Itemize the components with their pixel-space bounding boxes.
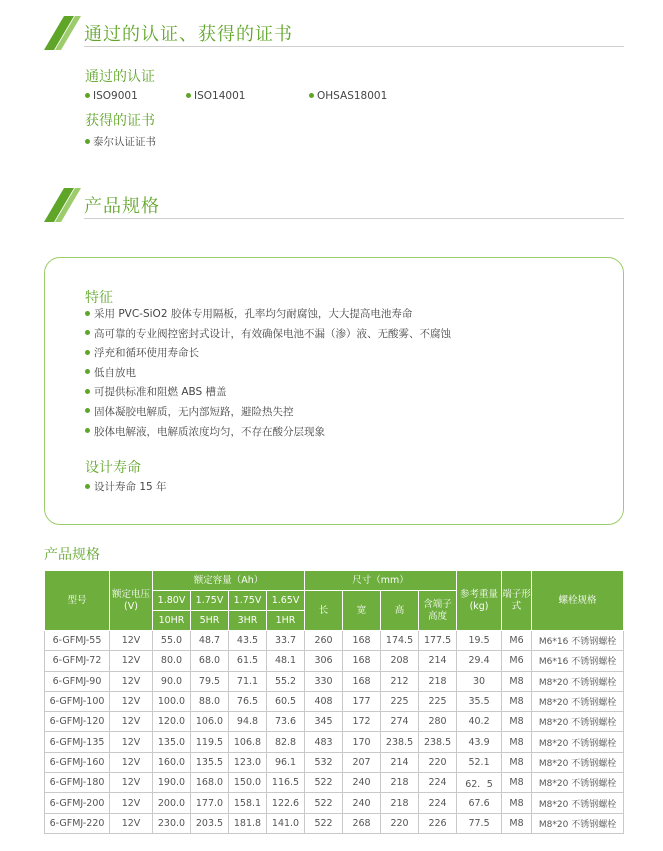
feature-item: 固体凝胶电解质，无内部短路，避险热失控 bbox=[85, 403, 451, 423]
table-cell: 330 bbox=[305, 671, 343, 691]
table-cell: 220 bbox=[419, 752, 457, 772]
header-model: 型号 bbox=[45, 571, 110, 631]
table-cell: 35.5 bbox=[457, 691, 502, 711]
header-cap-rate: 3HR bbox=[229, 611, 267, 631]
table-cell: 190.0 bbox=[153, 773, 191, 793]
table-cell: 12V bbox=[110, 712, 153, 732]
table-cell: 208 bbox=[381, 651, 419, 671]
table-cell: 408 bbox=[305, 691, 343, 711]
slash-accent-icon bbox=[44, 16, 84, 50]
table-cell: 106.8 bbox=[229, 732, 267, 752]
table-cell: 177.5 bbox=[419, 631, 457, 651]
table-cell: 6-GFMJ-120 bbox=[45, 712, 110, 732]
bullet-dot-icon bbox=[85, 369, 90, 374]
table-cell: 116.5 bbox=[267, 773, 305, 793]
table-cell: 168 bbox=[343, 671, 381, 691]
table-cell: 280 bbox=[419, 712, 457, 732]
table-row bbox=[45, 712, 624, 732]
table-cell: 52.1 bbox=[457, 752, 502, 772]
divider bbox=[84, 218, 624, 219]
divider bbox=[84, 46, 624, 47]
table-cell: 172 bbox=[343, 712, 381, 732]
feature-item: 高可靠的专业阀控密封式设计，有效确保电池不漏（渗）液、无酸雾、不腐蚀 bbox=[85, 325, 451, 345]
table-cell: 141.0 bbox=[267, 813, 305, 833]
table-cell: 150.0 bbox=[229, 773, 267, 793]
table-cell: 135.0 bbox=[153, 732, 191, 752]
table-cell: 48.1 bbox=[267, 651, 305, 671]
feature-item: 采用 PVC-SiO2 胶体专用隔板，孔率均匀耐腐蚀，大大提高电池寿命 bbox=[85, 305, 451, 325]
table-cell: 274 bbox=[381, 712, 419, 732]
table-cell: M8 bbox=[502, 712, 532, 732]
table-cell: 522 bbox=[305, 793, 343, 813]
table-cell: 33.7 bbox=[267, 631, 305, 651]
table-cell: 6-GFMJ-200 bbox=[45, 793, 110, 813]
passed-certs-title: 通过的认证 bbox=[85, 69, 155, 85]
bullet-dot-icon bbox=[85, 311, 90, 316]
header-terminal: 端子形式 bbox=[502, 571, 532, 631]
bullet-dot-icon bbox=[85, 93, 90, 98]
table-cell: M8 bbox=[502, 752, 532, 772]
table-cell: 225 bbox=[419, 691, 457, 711]
table-cell: 225 bbox=[381, 691, 419, 711]
table-cell: 483 bbox=[305, 732, 343, 752]
table-cell: 94.8 bbox=[229, 712, 267, 732]
table-cell: 19.5 bbox=[457, 631, 502, 651]
table-cell: 6-GFMJ-72 bbox=[45, 651, 110, 671]
table-cell: 123.0 bbox=[229, 752, 267, 772]
table-cell: M6 bbox=[502, 631, 532, 651]
header-cap-volt: 1.80V bbox=[153, 591, 191, 611]
table-cell: 12V bbox=[110, 732, 153, 752]
table-cell: 522 bbox=[305, 773, 343, 793]
table-cell: 220 bbox=[381, 813, 419, 833]
cert-item: OHSAS18001 bbox=[309, 90, 387, 102]
header-voltage: 额定电压(V) bbox=[110, 571, 153, 631]
spec-table-title: 产品规格 bbox=[44, 547, 100, 563]
spec-table-body bbox=[45, 631, 624, 834]
table-cell: 212 bbox=[381, 671, 419, 691]
table-row bbox=[45, 813, 624, 833]
header-dimensions: 尺寸（mm） bbox=[305, 571, 457, 591]
table-cell: 55.0 bbox=[153, 631, 191, 651]
header-cap-volt: 1.75V bbox=[191, 591, 229, 611]
table-row bbox=[45, 793, 624, 813]
design-life-title: 设计寿命 bbox=[85, 460, 141, 476]
table-cell: 177 bbox=[343, 691, 381, 711]
bullet-dot-icon bbox=[85, 389, 90, 394]
spec-table bbox=[44, 570, 624, 834]
header-dim-width: 宽 bbox=[343, 591, 381, 631]
table-row bbox=[45, 651, 624, 671]
table-cell: 238.5 bbox=[419, 732, 457, 752]
feature-item: 浮充和循环使用寿命长 bbox=[85, 344, 451, 364]
table-cell: 67.6 bbox=[457, 793, 502, 813]
table-cell: 30 bbox=[457, 671, 502, 691]
table-cell: M8*20 不锈钢螺栓 bbox=[532, 712, 624, 732]
table-cell: 203.5 bbox=[191, 813, 229, 833]
table-cell: M8 bbox=[502, 813, 532, 833]
table-cell: 214 bbox=[419, 651, 457, 671]
table-cell: 43.5 bbox=[229, 631, 267, 651]
table-cell: M8 bbox=[502, 773, 532, 793]
table-cell: 230.0 bbox=[153, 813, 191, 833]
bullet-dot-icon bbox=[85, 408, 90, 413]
table-cell: 12V bbox=[110, 631, 153, 651]
table-cell: 12V bbox=[110, 773, 153, 793]
table-cell: 119.5 bbox=[191, 732, 229, 752]
table-cell: 12V bbox=[110, 691, 153, 711]
design-life-item: 设计寿命 15 年 bbox=[85, 478, 167, 498]
design-life-list bbox=[85, 478, 167, 498]
table-cell: 6-GFMJ-220 bbox=[45, 813, 110, 833]
table-cell: 76.5 bbox=[229, 691, 267, 711]
table-cell: M8*20 不锈钢螺栓 bbox=[532, 752, 624, 772]
table-cell: 12V bbox=[110, 651, 153, 671]
table-cell: 61.5 bbox=[229, 651, 267, 671]
header-cap-rate: 1HR bbox=[267, 611, 305, 631]
table-cell: 268 bbox=[343, 813, 381, 833]
header-cap-volt: 1.75V bbox=[229, 591, 267, 611]
table-cell: 6-GFMJ-90 bbox=[45, 671, 110, 691]
table-cell: 71.1 bbox=[229, 671, 267, 691]
feature-item: 胶体电解液，电解质浓度均匀，不存在酸分层现象 bbox=[85, 423, 451, 443]
table-cell: 260 bbox=[305, 631, 343, 651]
table-cell: 135.5 bbox=[191, 752, 229, 772]
table-cell: M8*20 不锈钢螺栓 bbox=[532, 732, 624, 752]
table-cell: 218 bbox=[381, 773, 419, 793]
header-cap-rate: 10HR bbox=[153, 611, 191, 631]
bullet-dot-icon bbox=[85, 139, 90, 144]
table-cell: 122.6 bbox=[267, 793, 305, 813]
header-bolt: 螺栓规格 bbox=[532, 571, 624, 631]
table-cell: 6-GFMJ-55 bbox=[45, 631, 110, 651]
bullet-dot-icon bbox=[309, 93, 314, 98]
table-cell: 181.8 bbox=[229, 813, 267, 833]
bullet-dot-icon bbox=[85, 350, 90, 355]
table-cell: 12V bbox=[110, 752, 153, 772]
table-cell: 80.0 bbox=[153, 651, 191, 671]
table-cell: 6-GFMJ-180 bbox=[45, 773, 110, 793]
certificate-item: 泰尔认证证书 bbox=[85, 134, 156, 149]
table-cell: 238.5 bbox=[381, 732, 419, 752]
table-cell: 62．5 bbox=[457, 773, 502, 793]
cert-item: ISO9001 bbox=[85, 90, 138, 102]
obtained-certs-title: 获得的证书 bbox=[85, 113, 155, 129]
table-cell: 55.2 bbox=[267, 671, 305, 691]
table-cell: 29.4 bbox=[457, 651, 502, 671]
table-row bbox=[45, 691, 624, 711]
features-list bbox=[85, 305, 451, 442]
table-cell: 6-GFMJ-100 bbox=[45, 691, 110, 711]
header-weight: 参考重量(kg) bbox=[457, 571, 502, 631]
table-cell: 68.0 bbox=[191, 651, 229, 671]
table-cell: M8 bbox=[502, 671, 532, 691]
table-cell: M8*20 不锈钢螺栓 bbox=[532, 691, 624, 711]
header-dim-length: 长 bbox=[305, 591, 343, 631]
table-cell: 214 bbox=[381, 752, 419, 772]
table-cell: M8*20 不锈钢螺栓 bbox=[532, 773, 624, 793]
header-cap-volt: 1.65V bbox=[267, 591, 305, 611]
cert-section-header bbox=[44, 16, 624, 50]
header-cap-rate: 5HR bbox=[191, 611, 229, 631]
table-cell: 522 bbox=[305, 813, 343, 833]
table-cell: 12V bbox=[110, 671, 153, 691]
table-cell: 82.8 bbox=[267, 732, 305, 752]
table-cell: 73.6 bbox=[267, 712, 305, 732]
table-cell: 48.7 bbox=[191, 631, 229, 651]
section-title: 通过的认证、获得的证书 bbox=[84, 24, 293, 45]
table-cell: 88.0 bbox=[191, 691, 229, 711]
table-cell: 170 bbox=[343, 732, 381, 752]
table-cell: 12V bbox=[110, 813, 153, 833]
table-cell: 345 bbox=[305, 712, 343, 732]
table-cell: 207 bbox=[343, 752, 381, 772]
table-cell: 158.1 bbox=[229, 793, 267, 813]
table-cell: 218 bbox=[419, 671, 457, 691]
table-row bbox=[45, 732, 624, 752]
table-cell: 306 bbox=[305, 651, 343, 671]
table-cell: 160.0 bbox=[153, 752, 191, 772]
table-cell: 90.0 bbox=[153, 671, 191, 691]
table-cell: 224 bbox=[419, 773, 457, 793]
table-cell: M6*16 不锈钢螺栓 bbox=[532, 631, 624, 651]
bullet-dot-icon bbox=[85, 428, 90, 433]
table-cell: M8*20 不锈钢螺栓 bbox=[532, 793, 624, 813]
table-cell: 240 bbox=[343, 793, 381, 813]
bullet-dot-icon bbox=[186, 93, 191, 98]
table-cell: 43.9 bbox=[457, 732, 502, 752]
table-cell: 532 bbox=[305, 752, 343, 772]
table-cell: 240 bbox=[343, 773, 381, 793]
table-cell: 177.0 bbox=[191, 793, 229, 813]
table-cell: 79.5 bbox=[191, 671, 229, 691]
table-cell: M6 bbox=[502, 651, 532, 671]
bullet-dot-icon bbox=[85, 484, 90, 489]
table-cell: 218 bbox=[381, 793, 419, 813]
header-dim-total-height: 含端子高度 bbox=[419, 591, 457, 631]
feature-item: 可提供标准和阻燃 ABS 槽盖 bbox=[85, 383, 451, 403]
table-row bbox=[45, 773, 624, 793]
table-cell: 12V bbox=[110, 793, 153, 813]
feature-item: 低自放电 bbox=[85, 364, 451, 384]
table-cell: 200.0 bbox=[153, 793, 191, 813]
table-cell: M8 bbox=[502, 691, 532, 711]
table-cell: 224 bbox=[419, 793, 457, 813]
table-cell: 168.0 bbox=[191, 773, 229, 793]
slash-accent-icon bbox=[44, 188, 84, 222]
cert-item: ISO14001 bbox=[186, 90, 245, 102]
table-cell: 226 bbox=[419, 813, 457, 833]
table-cell: M8*20 不锈钢螺栓 bbox=[532, 671, 624, 691]
table-cell: M6*16 不锈钢螺栓 bbox=[532, 651, 624, 671]
table-cell: 174.5 bbox=[381, 631, 419, 651]
table-row bbox=[45, 631, 624, 651]
table-cell: 6-GFMJ-135 bbox=[45, 732, 110, 752]
table-cell: M8*20 不锈钢螺栓 bbox=[532, 813, 624, 833]
table-cell: 77.5 bbox=[457, 813, 502, 833]
table-cell: 120.0 bbox=[153, 712, 191, 732]
table-cell: 106.0 bbox=[191, 712, 229, 732]
table-cell: 6-GFMJ-160 bbox=[45, 752, 110, 772]
section-title: 产品规格 bbox=[84, 196, 160, 217]
table-row bbox=[45, 752, 624, 772]
table-cell: M8 bbox=[502, 732, 532, 752]
table-cell: 40.2 bbox=[457, 712, 502, 732]
header-dim-height: 高 bbox=[381, 591, 419, 631]
table-cell: 168 bbox=[343, 631, 381, 651]
table-cell: M8 bbox=[502, 793, 532, 813]
table-cell: 96.1 bbox=[267, 752, 305, 772]
table-cell: 168 bbox=[343, 651, 381, 671]
bullet-dot-icon bbox=[85, 330, 90, 335]
product-section-header bbox=[44, 188, 624, 222]
table-cell: 60.5 bbox=[267, 691, 305, 711]
table-cell: 100.0 bbox=[153, 691, 191, 711]
header-capacity: 额定容量（Ah） bbox=[153, 571, 305, 591]
table-row bbox=[45, 671, 624, 691]
features-title: 特征 bbox=[85, 290, 113, 306]
